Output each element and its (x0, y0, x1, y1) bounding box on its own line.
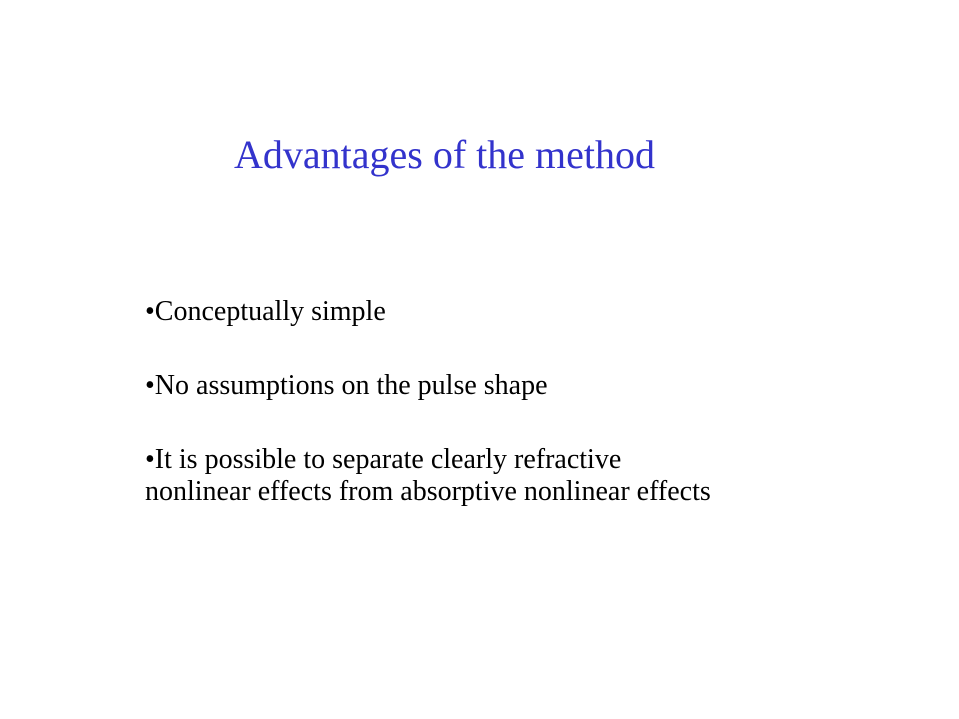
bullet-text: •Conceptually simple (145, 296, 386, 327)
bullet-item (145, 370, 865, 402)
bullet-text: •No assumptions on the pulse shape (145, 370, 548, 401)
bullet-list (145, 296, 865, 508)
bullet-text: •It is possible to separate clearly refractive nonlinear effects from absorptive nonlinear effects (145, 444, 711, 507)
bullet-item (145, 296, 865, 328)
slide-title: Advantages of the method (234, 132, 655, 177)
bullet-item (145, 444, 865, 508)
